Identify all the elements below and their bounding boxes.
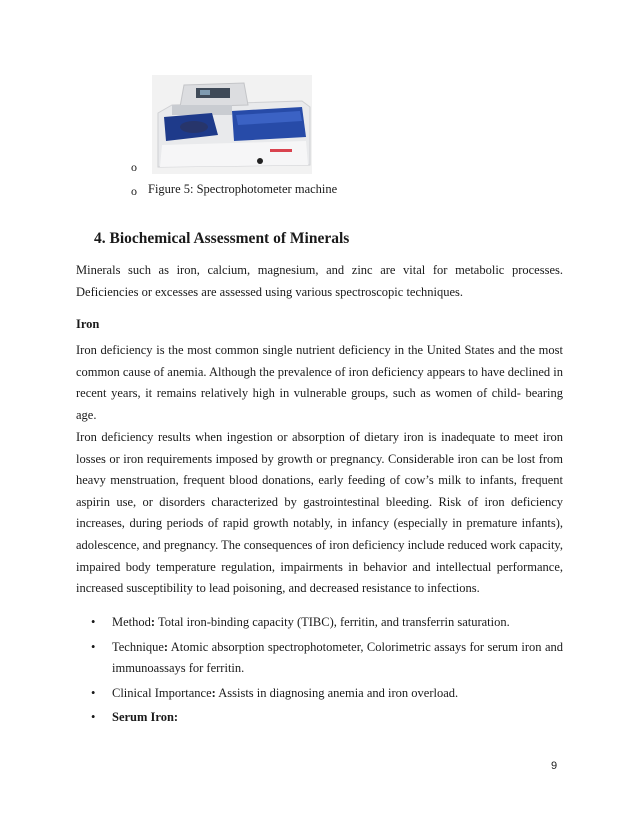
spectrophotometer-image: [152, 75, 312, 174]
iron-subheading: Iron: [76, 317, 100, 331]
bullet-technique-text: Atomic absorption spectrophotometer, Colorimetric assays for serum iron and immunoassays for ferritin.: [112, 639, 563, 676]
bullet-method-sep: :: [150, 615, 156, 629]
bullet-method-label: Method: [112, 615, 151, 629]
intro-paragraph: Minerals such as iron, calcium, magnesium, and zinc are vital for metabolic processes. Deficiencies or excesses are assessed using various spectroscopic techniques.: [76, 263, 563, 299]
bullet-dot: •: [91, 685, 96, 700]
iron-paragraph-1: Iron deficiency is the most common single nutrient deficiency in the United States and the most common cause of anemia. Although the prevalence of iron deficiency appears to have declined in recent years, it remains relatively high in vulnerable groups, such as women of child- bearing age.: [76, 343, 563, 422]
bullet-dot: •: [91, 615, 96, 629]
empty-list-bullet: o: [131, 160, 137, 174]
bullet-technique-sep: :: [163, 639, 169, 654]
caption-list-bullet: o: [131, 184, 137, 198]
bullet-technique-label: Technique: [112, 639, 164, 654]
spectrophotometer-illustration: [152, 75, 312, 174]
assessment-bullet-list: [76, 612, 563, 732]
bullet-clinical-importance: [76, 683, 563, 705]
figure-caption: Figure 5: Spectrophotometer machine: [148, 182, 338, 196]
page-number: 9: [551, 760, 558, 772]
bullet-dot: •: [91, 639, 96, 654]
bullet-serum-iron-label: Serum Iron:: [112, 710, 179, 725]
bullet-clinical-label: Clinical Importance: [112, 685, 212, 700]
iron-paragraph-2: Iron deficiency results when ingestion or absorption of dietary iron is inadequate to meet iron losses or iron requirements imposed by growth or pregnancy. Considerable iron can be lost from heavy menstruation, frequent blood donations, early feeding of cow’s milk to infants, frequent aspirin use, or disorders characterized by gastrointestinal bleeding. Risk of iron deficiency increases, during periods of rapid growth notably, in infancy (especially in premature infants), adolescence, and pregnancy. The consequences of iron deficiency include reduced work capacity, impaired body temperature regulation, impairments in behavior and intellectual performance, increased susceptibility to lead poisoning, and decreased resistance to infections.: [76, 430, 563, 596]
bullet-serum-iron: [76, 707, 563, 729]
bullet-technique: [76, 637, 563, 680]
section-heading: 4. Biochemical Assessment of Minerals: [94, 230, 350, 247]
bullet-dot: •: [91, 710, 96, 725]
bullet-method: [76, 612, 563, 634]
bullet-method-text: Total iron-binding capacity (TIBC), ferritin, and transferrin saturation.: [155, 615, 510, 629]
bullet-clinical-sep: :: [211, 685, 216, 700]
bullet-clinical-text: Assists in diagnosing anemia and iron overload.: [215, 685, 459, 700]
